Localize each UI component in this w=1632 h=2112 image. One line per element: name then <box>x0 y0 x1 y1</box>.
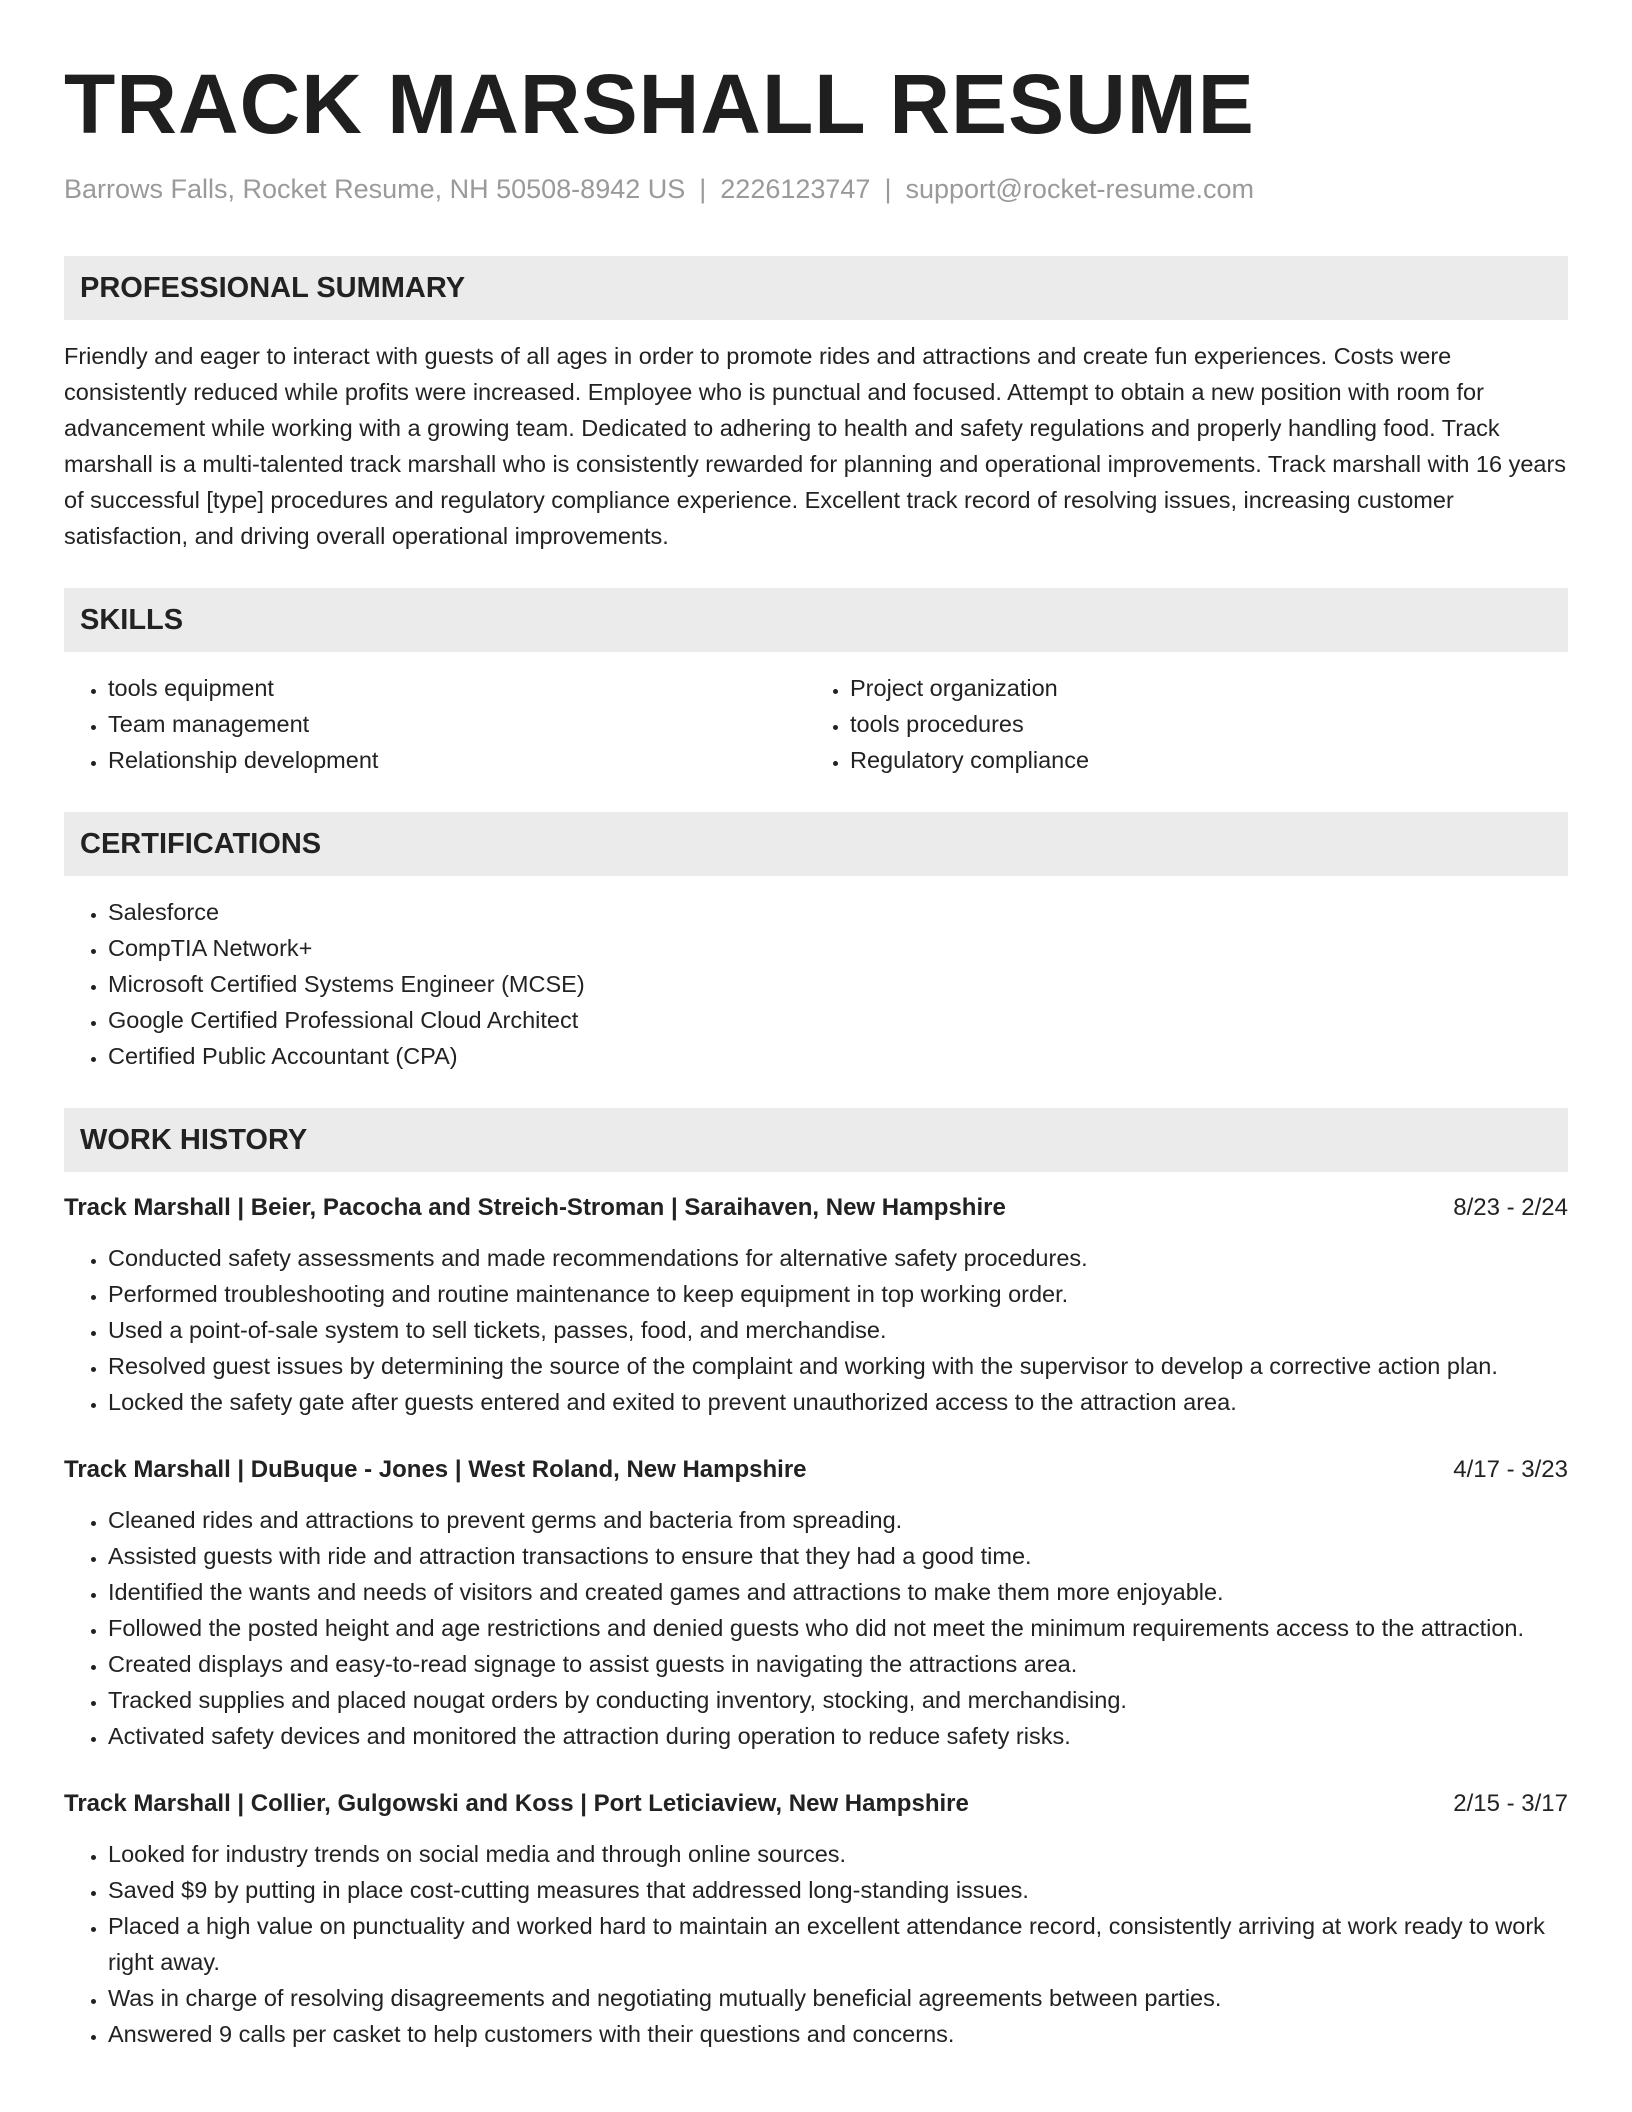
skill-item: • tools procedures <box>850 706 1548 742</box>
job-bullets <box>64 1240 1568 1420</box>
job-bullet: • Placed a high value on punctuality and worked hard to maintain an excellent attendance record, consistently arriving at work ready to work right away. <box>108 1908 1568 1980</box>
skill-item: • Relationship development <box>108 742 806 778</box>
summary-section <box>64 338 1568 554</box>
certifications-heading: CERTIFICATIONS <box>64 812 1568 876</box>
job-bullet: • Answered 9 calls per casket to help customers with their questions and concerns. <box>108 2016 1568 2052</box>
certification-item: • Google Certified Professional Cloud Architect <box>108 1002 1568 1038</box>
contact-line <box>64 172 1568 206</box>
job-bullet: • Locked the safety gate after guests entered and exited to prevent unauthorized access to the attraction area. <box>108 1384 1568 1420</box>
skills-list-right <box>806 670 1548 778</box>
resume-content <box>64 0 1568 2084</box>
job-date: 2/15 - 3/17 <box>1453 1790 1568 1817</box>
certification-item: • Microsoft Certified Systems Engineer (MCSE) <box>108 966 1568 1002</box>
work-history-heading: WORK HISTORY <box>64 1108 1568 1172</box>
skill-item: • Project organization <box>850 670 1548 706</box>
skills-list-left <box>64 670 806 778</box>
job-date: 8/23 - 2/24 <box>1453 1194 1568 1221</box>
resume-name: TRACK MARSHALL RESUME <box>64 57 1255 151</box>
job-bullet: • Created displays and easy-to-read signage to assist guests in navigating the attractions area. <box>108 1646 1568 1682</box>
skills-column-left <box>64 670 806 778</box>
contact-address: Barrows Falls, Rocket Resume, NH 50508-8942 US <box>64 174 686 204</box>
job-bullet: • Cleaned rides and attractions to prevent germs and bacteria from spreading. <box>108 1502 1568 1538</box>
certification-item: • CompTIA Network+ <box>108 930 1568 966</box>
job-entry <box>64 1786 1568 2052</box>
job-entry <box>64 1452 1568 1754</box>
job-bullet: • Saved $9 by putting in place cost-cutting measures that addressed long-standing issues. <box>108 1872 1568 1908</box>
job-bullet: • Activated safety devices and monitored the attraction during operation to reduce safety risks. <box>108 1718 1568 1754</box>
job-title: Track Marshall | Beier, Pacocha and Streich-Stroman | Saraihaven, New Hampshire <box>64 1194 1006 1221</box>
job-bullet: • Used a point-of-sale system to sell tickets, passes, food, and merchandise. <box>108 1312 1568 1348</box>
job-bullet: • Followed the posted height and age restrictions and denied guests who did not meet the minimum requirements access to the attraction. <box>108 1610 1568 1646</box>
skill-item: • Team management <box>108 706 806 742</box>
job-entry <box>64 1190 1568 1420</box>
skills-heading: SKILLS <box>64 588 1568 652</box>
summary-heading: PROFESSIONAL SUMMARY <box>64 256 1568 320</box>
skills-section <box>64 670 1568 778</box>
job-bullet: • Assisted guests with ride and attraction transactions to ensure that they had a good time. <box>108 1538 1568 1574</box>
certifications-list <box>64 894 1568 1074</box>
contact-separator: | <box>884 174 892 204</box>
skill-item: • tools equipment <box>108 670 806 706</box>
job-bullet: • Performed troubleshooting and routine maintenance to keep equipment in top working order. <box>108 1276 1568 1312</box>
job-header <box>64 1786 1568 1822</box>
contact-separator: | <box>699 174 707 204</box>
summary-text: Friendly and eager to interact with guests of all ages in order to promote rides and attractions and create fun experiences. Costs were consistently reduced while profits were increased. Employee who is punctual and focused. Attempt to obtain a new position with room for advancement while working with a growing team. Dedicated to adhering to health and safety regulations and properly handling food. Track marshall is a multi-talented track marshall who is consistently rewarded for planning and operational improvements. Track marshall with 16 years of successful [type] procedures and regulatory compliance experience. Excellent track record of resolving issues, increasing customer satisfaction, and driving overall operational improvements. <box>64 343 1567 549</box>
job-bullets <box>64 1502 1568 1754</box>
job-header <box>64 1452 1568 1488</box>
job-bullet: • Conducted safety assessments and made recommendations for alternative safety procedures. <box>108 1240 1568 1276</box>
skills-column-right <box>806 670 1548 778</box>
job-bullet: • Tracked supplies and placed nougat orders by conducting inventory, stocking, and merchandising. <box>108 1682 1568 1718</box>
job-bullet: • Resolved guest issues by determining the source of the complaint and working with the supervisor to develop a corrective action plan. <box>108 1348 1568 1384</box>
job-date: 4/17 - 3/23 <box>1453 1456 1568 1483</box>
job-bullet: • Identified the wants and needs of visitors and created games and attractions to make them more enjoyable. <box>108 1574 1568 1610</box>
job-bullets <box>64 1836 1568 2052</box>
job-title: Track Marshall | DuBuque - Jones | West Roland, New Hampshire <box>64 1456 807 1483</box>
certification-item: • Certified Public Accountant (CPA) <box>108 1038 1568 1074</box>
job-header <box>64 1190 1568 1226</box>
skill-item: • Regulatory compliance <box>850 742 1548 778</box>
certification-item: • Salesforce <box>108 894 1568 930</box>
job-title: Track Marshall | Collier, Gulgowski and Koss | Port Leticiaview, New Hampshire <box>64 1790 969 1817</box>
contact-phone: 2226123747 <box>720 174 871 204</box>
job-bullet: • Looked for industry trends on social media and through online sources. <box>108 1836 1568 1872</box>
contact-email: support@rocket-resume.com <box>905 174 1254 204</box>
job-bullet: • Was in charge of resolving disagreements and negotiating mutually beneficial agreements between parties. <box>108 1980 1568 2016</box>
